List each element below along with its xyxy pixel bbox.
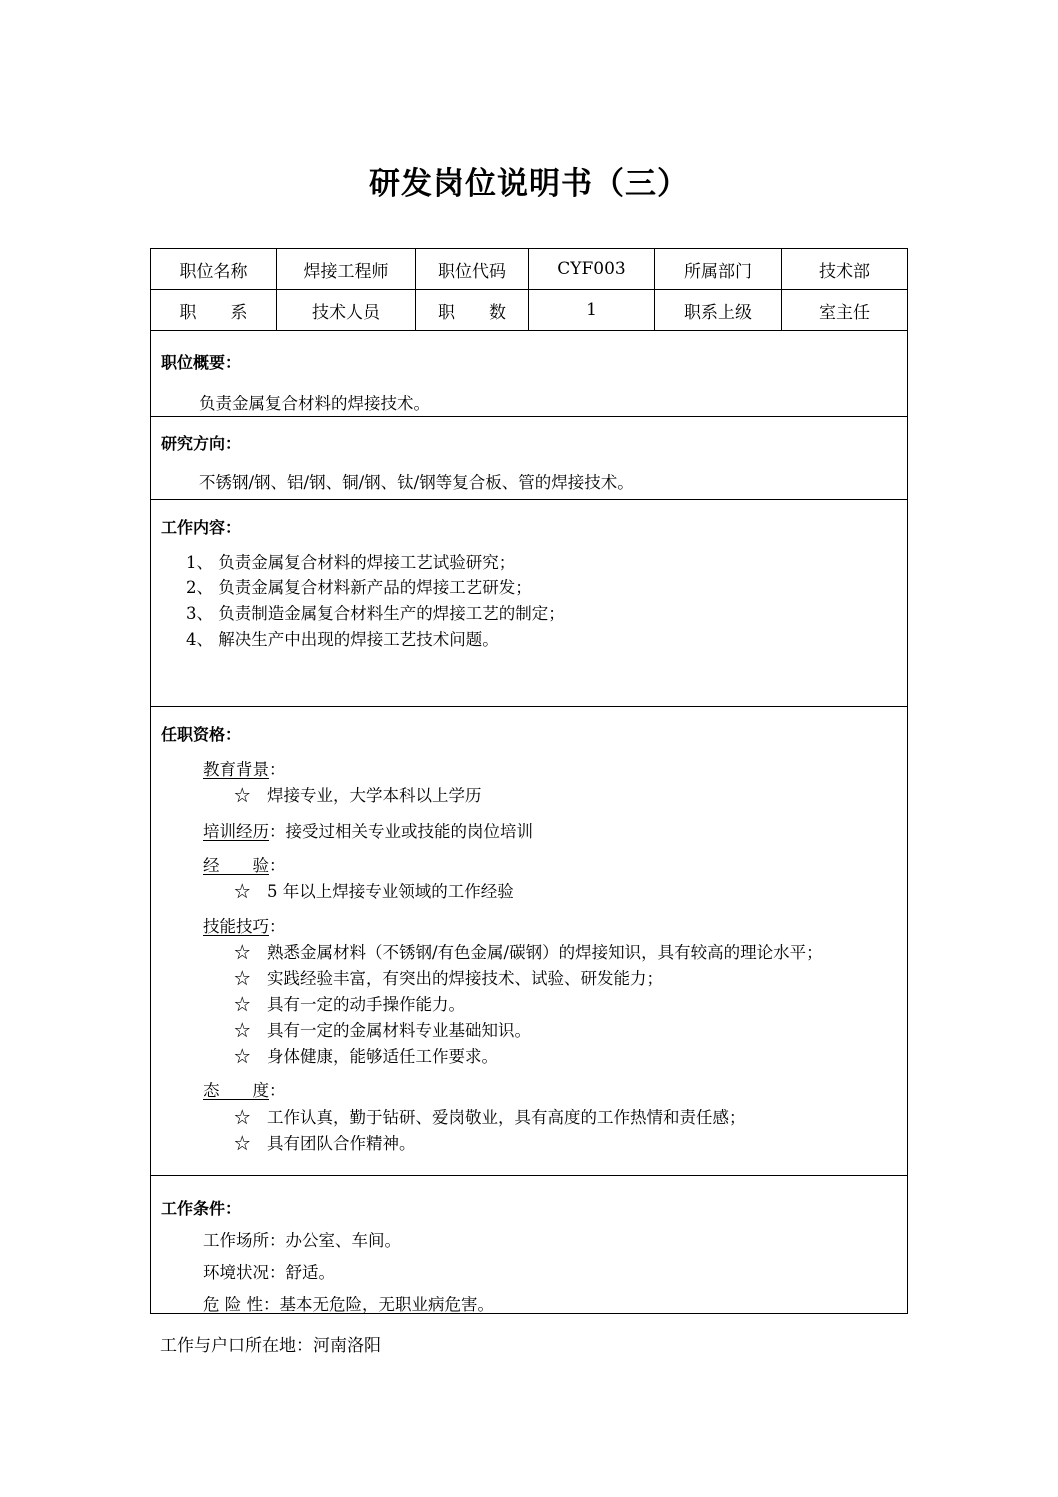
attitude-item: ☆ 工作认真，勤于钻研、爱岗敬业，具有高度的工作热情和责任感； (234, 1108, 746, 1127)
skill-item: ☆ 熟悉金属材料（不锈钢/有色金属/碳钢）的焊接知识，具有较高的理论水平； (234, 943, 823, 962)
qualifications-heading: 任职资格： (161, 725, 242, 744)
label-position-name: 职位名称 (179, 261, 248, 282)
training-text: ：接受过相关专业或技能的岗位培训 (269, 822, 533, 841)
conditions-heading: 工作条件： (161, 1199, 242, 1218)
duty-item: 2、 负责金属复合材料新产品的焊接工艺研发； (186, 578, 532, 597)
skill-item: ☆ 具有一定的金属材料专业基础知识。 (234, 1021, 531, 1040)
summary-heading: 职位概要： (161, 353, 242, 372)
value-position-code: CYF003 (557, 259, 626, 279)
skill-item: ☆ 身体健康，能够适任工作要求。 (234, 1047, 498, 1066)
skill-item: ☆ 实践经验丰富，有突出的焊接技术、试验、研发能力； (234, 969, 663, 988)
condition-item: 环境状况：舒适。 (203, 1263, 335, 1282)
label-position-code: 职位代码 (438, 261, 506, 282)
experience-label: 经 验 (203, 856, 269, 875)
label-job-family: 职 系 (179, 302, 248, 323)
page-title: 研发岗位说明书（三） (369, 166, 689, 202)
value-position-name: 焊接工程师 (303, 261, 389, 282)
value-headcount: 1 (586, 300, 597, 320)
label-supervisor: 职系上级 (684, 302, 752, 323)
duty-item: 4、 解决生产中出现的焊接工艺技术问题。 (186, 630, 499, 649)
value-department: 技术部 (819, 261, 870, 282)
duty-item: 1、 负责金属复合材料的焊接工艺试验研究； (186, 553, 516, 572)
skill-item: ☆ 具有一定的动手操作能力。 (234, 995, 465, 1014)
work-location-note: 工作与户口所在地：河南洛阳 (160, 1336, 381, 1356)
training-label: 培训经历 (203, 822, 269, 841)
job-description-table: 职位名称 焊接工程师 职位代码 CYF003 所属部门 技术部 职 系 技术人员 职 数 1 职系上级 室主任 职位概要： 负责金属复合材料的焊接技术。 研究方向： 不锈钢/钢、铝/钢、铜/钢、钛/钢等复合板、管的焊接技术。 工作内容： 1、 负责金属复合材料的焊接工艺试验研究； 2、 负责金属复合材料新产品的焊接工艺研发； 3、 负责制造金属复合材料生产的焊接工艺的制定； 4、 解决生产中出现的焊接工艺技术问题。 任职资格： 教育背景： ☆ 焊接专业，大学本科以上学历 培训经历：接受过相关专业或技能的岗位培训 经 验： ☆ 5 年以上焊接专业领域的工作经验 技能技巧： ☆ 熟悉金属材料（不锈钢/有色金属/碳钢）的焊接知识，具有较高的理论水平； ☆ 实践经验丰富，有突出的焊接技术、试验、研发能力； ☆ 具有一定的动手操作能力。 ☆ 具有一定的金属材料专业基础知识。 ☆ 身体健康，能够适任工作要求。 态 度： ☆ 工作认真，勤于钻研、爱岗敬业，具有高度的工作热情和责任感； ☆ 具有团队合作精神。 工作条件： 工作场所：办公室、车间。 环境状况：舒适。 危 险 性：基本无危险，无职业病危害。 (150, 248, 908, 1314)
education-item: ☆ 焊接专业，大学本科以上学历 (234, 786, 482, 805)
skills-label: 技能技巧 (203, 917, 269, 936)
value-job-family: 技术人员 (312, 302, 380, 323)
label-department: 所属部门 (684, 261, 752, 282)
duties-heading: 工作内容： (161, 518, 242, 537)
attitude-label: 态 度 (203, 1081, 269, 1100)
condition-item: 工作场所：办公室、车间。 (203, 1231, 401, 1250)
condition-item: 危 险 性：基本无危险，无职业病危害。 (203, 1295, 494, 1314)
label-headcount: 职 数 (438, 302, 506, 323)
summary-text: 负责金属复合材料的焊接技术。 (199, 394, 430, 413)
education-label: 教育背景 (203, 760, 269, 779)
attitude-item: ☆ 具有团队合作精神。 (234, 1134, 416, 1153)
duty-item: 3、 负责制造金属复合材料生产的焊接工艺的制定； (186, 604, 565, 623)
experience-item: ☆ 5 年以上焊接专业领域的工作经验 (234, 882, 514, 901)
value-supervisor: 室主任 (819, 302, 870, 323)
research-heading: 研究方向： (161, 434, 242, 453)
research-text: 不锈钢/钢、铝/钢、铜/钢、钛/钢等复合板、管的焊接技术。 (199, 473, 634, 492)
